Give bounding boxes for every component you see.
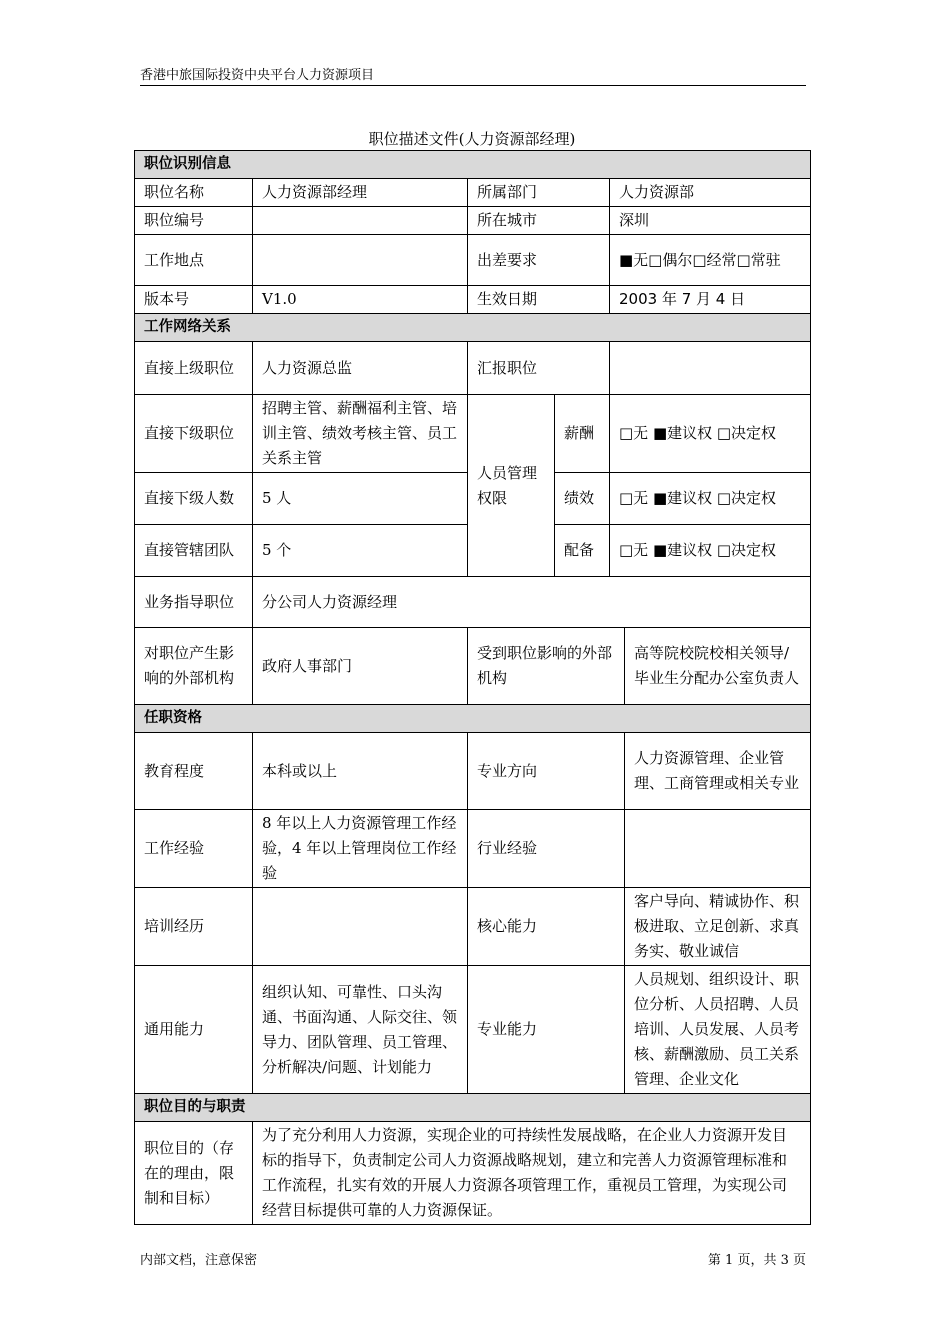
report-label: 汇报职位 <box>468 342 610 395</box>
major-label: 专业方向 <box>468 733 625 810</box>
teams-label: 直接管辖团队 <box>135 525 253 577</box>
location-value <box>253 235 468 286</box>
city-value: 深圳 <box>610 207 811 235</box>
effective-date-label: 生效日期 <box>468 286 610 314</box>
education-value: 本科或以上 <box>253 733 468 810</box>
external-influence-label: 对职位产生影响的外部机构 <box>135 628 253 705</box>
performance-label: 绩效 <box>555 473 610 525</box>
salary-value: □无 ■建议权 □决定权 <box>610 395 811 473</box>
footer-page-number: 第 1 页，共 3 页 <box>707 1253 806 1268</box>
teams-value: 5 个 <box>253 525 468 577</box>
professional-competency-label: 专业能力 <box>468 966 625 1094</box>
core-competency-value: 客户导向、精诚协作、积极进取、立足创新、求真务实、敬业诚信 <box>625 888 811 966</box>
experience-label: 工作经验 <box>135 810 253 888</box>
subordinate-count-label: 直接下级人数 <box>135 473 253 525</box>
direct-superior-label: 直接上级职位 <box>135 342 253 395</box>
department-value: 人力资源部 <box>610 179 811 207</box>
influenced-label: 受到职位影响的外部机构 <box>468 628 625 705</box>
location-label: 工作地点 <box>135 235 253 286</box>
direct-subordinates-value: 招聘主管、薪酬福利主管、培训主管、绩效考核主管、员工关系主管 <box>253 395 468 473</box>
report-value <box>610 342 811 395</box>
section-purpose: 职位目的与职责 <box>135 1094 811 1122</box>
professional-competency-value: 人员规划、组织设计、职位分析、人员招聘、人员培训、人员发展、人员考核、薪酬激励、员工关系管理、企业文化 <box>625 966 811 1094</box>
city-label: 所在城市 <box>468 207 610 235</box>
position-name-label: 职位名称 <box>135 179 253 207</box>
guidance-label: 业务指导职位 <box>135 577 253 628</box>
version-value: V1.0 <box>253 286 468 314</box>
direct-superior-value: 人力资源总监 <box>253 342 468 395</box>
staffing-label: 配备 <box>555 525 610 577</box>
direct-subordinates-label: 直接下级职位 <box>135 395 253 473</box>
version-label: 版本号 <box>135 286 253 314</box>
purpose-text: 为了充分利用人力资源，实现企业的可持续性发展战略，在企业人力资源开发目标的指导下，负责制定公司人力资源战略规划，建立和完善人力资源管理标准和工作流程，扎实有效的开展人力资源各项管理工作，重视员工管理，为实现公司经营目标提供可靠的人力资源保证。 <box>253 1122 811 1225</box>
section-identification: 职位识别信息 <box>135 151 811 179</box>
effective-date-value: 2003 年 7 月 4 日 <box>610 286 811 314</box>
travel-value: ■无□偶尔□经常□常驻 <box>610 235 811 286</box>
footer-confidential: 内部文档，注意保密 <box>140 1253 258 1268</box>
department-label: 所属部门 <box>468 179 610 207</box>
staffing-value: □无 ■建议权 □决定权 <box>610 525 811 577</box>
experience-value: 8 年以上人力资源管理工作经验，4 年以上管理岗位工作经验 <box>253 810 468 888</box>
document-title: 职位描述文件(人力资源部经理) <box>368 130 576 148</box>
authority-label: 人员管理权限 <box>468 395 555 577</box>
general-competency-label: 通用能力 <box>135 966 253 1094</box>
external-influence-value: 政府人事部门 <box>253 628 468 705</box>
training-value <box>253 888 468 966</box>
position-code-value <box>253 207 468 235</box>
job-description-table <box>134 150 811 1225</box>
performance-value: □无 ■建议权 □决定权 <box>610 473 811 525</box>
major-value: 人力资源管理、企业管理、工商管理或相关专业 <box>625 733 811 810</box>
guidance-value: 分公司人力资源经理 <box>253 577 811 628</box>
industry-value <box>625 810 811 888</box>
influenced-value: 高等院校院校相关领导/毕业生分配办公室负责人 <box>625 628 811 705</box>
position-name-value: 人力资源部经理 <box>253 179 468 207</box>
education-label: 教育程度 <box>135 733 253 810</box>
position-code-label: 职位编号 <box>135 207 253 235</box>
travel-label: 出差要求 <box>468 235 610 286</box>
salary-label: 薪酬 <box>555 395 610 473</box>
section-qualification: 任职资格 <box>135 705 811 733</box>
section-network: 工作网络关系 <box>135 314 811 342</box>
page-header: 香港中旅国际投资中央平台人力资源项目 <box>140 64 806 86</box>
general-competency-value: 组织认知、可靠性、口头沟通、书面沟通、人际交往、领导力、团队管理、员工管理、分析解决/问题、计划能力 <box>253 966 468 1094</box>
core-competency-label: 核心能力 <box>468 888 625 966</box>
industry-label: 行业经验 <box>468 810 625 888</box>
subordinate-count-value: 5 人 <box>253 473 468 525</box>
training-label: 培训经历 <box>135 888 253 966</box>
purpose-label: 职位目的（存在的理由，限制和目标） <box>135 1122 253 1225</box>
